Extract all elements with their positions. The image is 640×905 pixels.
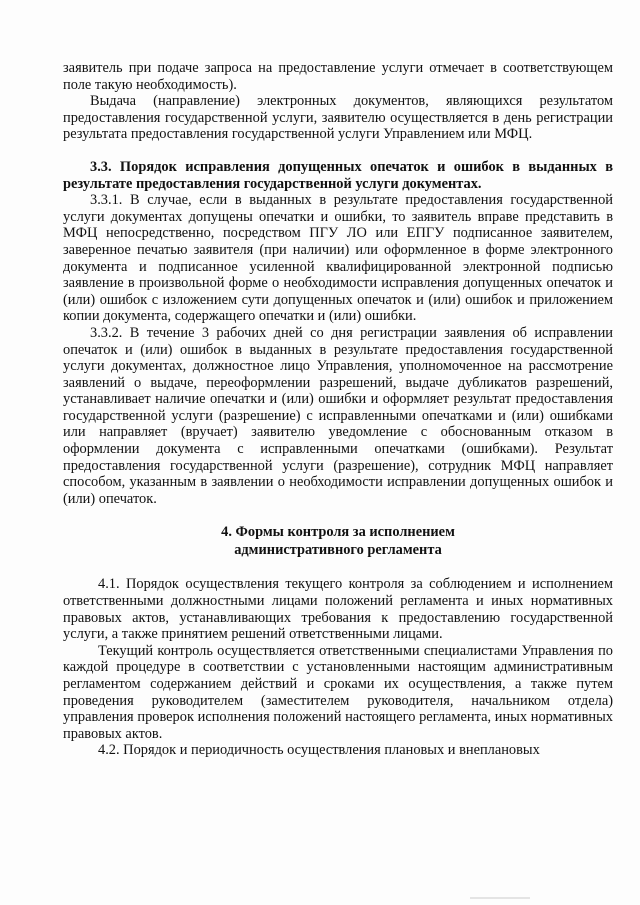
current-control-paragraph: Текущий контроль осуществляется ответственными специалистами Управления по каждой процедуре в соответствии с установленными настоящим административным регламентом содержанием действий и сроками их осуществления, а также путем проведения руководителем (заместителем руководителя, начальником отдела) управления проверок исполнения положений настоящего регламента, иных нормативных правовых актов. — [63, 642, 613, 742]
section-4-heading-line2: административного регламента — [234, 541, 442, 558]
issuance-paragraph: Выдача (направление) электронных документов, являющихся результатом предоставления государственной услуги, заявителю осуществляется в день регистрации результата предоставления государственной услуги Управлением или МФЦ. — [63, 93, 613, 143]
scan-artifact — [470, 897, 530, 899]
clause-3-3-1: 3.3.1. В случае, если в выданных в результате предоставления государственной услуги документах допущены опечатки и ошибки, то заявитель вправе представить в МФЦ непосредственно, посредством ПГУ ЛО или ЕПГУ подписанное заявителем, заверенное печатью заявителя (при наличии) или оформленное в форме электронного документа и подписанное усиленной квалифицированной электронной подписью заявление в произвольной форме о необходимости исправления допущенных опечаток и (или) ошибок с изложением сути допущенных опечаток и (или) ошибок и приложением копии документа, содержащего опечатки и (или) ошибки. — [63, 192, 613, 325]
clause-3-3-2: 3.3.2. В течение 3 рабочих дней со дня регистрации заявления об исправлении опечаток и (или) ошибок в выданных в результате предоставления государственной услуги документах, должностное лицо Управления, уполномоченное на рассмотрение заявлений о выдаче, переоформлении разрешений, выдаче дубликатов разрешений, устанавливает наличие опечатки и (или) ошибки и оформляет результат предоставления государственной услуги (разрешение) с исправленными опечатками и (или) ошибками или направляет (вручает) заявителю уведомление с обоснованным отказом в оформлении документа с исправленными опечатками (ошибками). Результат предоставления государственной услуги (разрешение), сотрудник МФЦ направляет способом, указанным в заявлении о необходимости исправлении допущенных ошибок и (или) опечаток. — [63, 324, 613, 507]
section-3-3-heading: 3.3. Порядок исправления допущенных опечаток и ошибок в выданных в результате предоставления государственной услуги документах. — [63, 158, 613, 192]
continuation-paragraph: заявитель при подаче запроса на предоставление услуги отмечает в соответствующем поле такую необходимость). — [63, 60, 613, 93]
section-4-heading-line1: 4. Формы контроля за исполнением — [221, 524, 455, 541]
document-body — [63, 60, 613, 759]
clause-4-2-start: 4.2. Порядок и периодичность осуществления плановых и внеплановых — [98, 742, 540, 759]
clause-4-1: 4.1. Порядок осуществления текущего контроля за соблюдением и исполнением ответственными должностными лицами положений регламента и иных нормативных правовых актов, устанавливающих требования к предоставлению государственной услуги, а также принятием решений ответственными лицами. — [63, 576, 613, 643]
